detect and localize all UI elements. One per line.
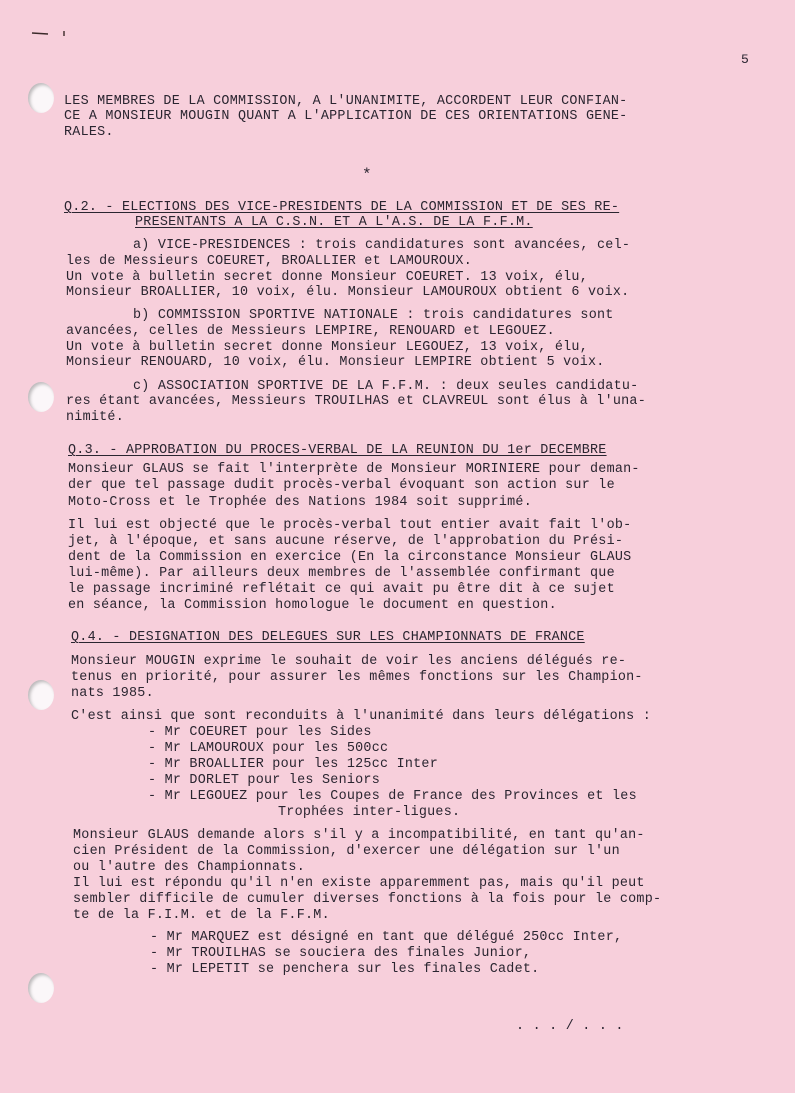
section-heading-q3: Q.3. - APPROBATION DU PROCES-VERBAL DE LA REUNION DU 1er DECEMBRE	[68, 443, 607, 458]
text-line: en séance, la Commission homologue le document en question.	[68, 598, 557, 613]
delegate-list-item-cont: Trophées inter-ligues.	[278, 805, 461, 820]
text-line: Monsieur GLAUS se fait l'interprète de Monsieur MORINIERE pour deman-	[68, 462, 640, 477]
delegate-list-item: - Mr LAMOUROUX pour les 500cc	[148, 741, 389, 756]
delegate-list-item: - Mr DORLET pour les Seniors	[148, 773, 380, 788]
delegate-list-item: - Mr TROUILHAS se souciera des finales Junior,	[150, 946, 532, 961]
text-line: tenus en priorité, pour assurer les mêmes fonctions sur les Champion-	[71, 670, 643, 685]
text-line: C'est ainsi que sont reconduits à l'unanimité dans leurs délégations :	[71, 709, 651, 724]
separator-star: *	[362, 166, 372, 184]
delegate-list-item: - Mr LEPETIT se penchera sur les finales Cadet.	[150, 962, 540, 977]
text-line: sembler difficile de cumuler diverses fonctions à la fois pour le comp-	[73, 892, 662, 907]
text-line: CE A MONSIEUR MOUGIN QUANT A L'APPLICATION DE CES ORIENTATIONS GENE-	[64, 109, 628, 124]
text-line: jet, à l'époque, et sans aucune réserve, de l'approbation du Prési-	[68, 534, 624, 549]
punch-hole	[28, 973, 54, 1003]
text-line: Monsieur MOUGIN exprime le souhait de voir les anciens délégués re-	[71, 654, 627, 669]
delegate-list-item: - Mr MARQUEZ est désigné en tant que délégué 250cc Inter,	[150, 930, 623, 945]
punch-hole	[28, 680, 54, 710]
text-line: les de Messieurs COEURET, BROALLIER et LAMOUROUX.	[66, 254, 472, 269]
delegate-list-item: - Mr COEURET pour les Sides	[148, 725, 372, 740]
text-line: b) COMMISSION SPORTIVE NATIONALE : trois candidatures sont	[133, 308, 614, 323]
text-line: Il lui est objecté que le procès-verbal tout entier avait fait l'ob-	[68, 518, 632, 533]
text-line: cien Président de la Commission, d'exercer une délégation sur l'un	[73, 844, 620, 859]
delegate-list-item: - Mr BROALLIER pour les 125cc Inter	[148, 757, 438, 772]
text-line: Il lui est répondu qu'il n'en existe apparemment pas, mais qu'il peut	[73, 876, 645, 891]
section-heading-q2	[64, 200, 619, 215]
text-line: Monsieur RENOUARD, 10 voix, élu. Monsieur LEMPIRE obtient 5 voix.	[66, 355, 605, 370]
continuation-mark: . . . / . . .	[516, 1019, 624, 1034]
punch-hole	[28, 83, 54, 113]
pen-mark	[30, 30, 70, 36]
text-line: nats 1985.	[71, 686, 154, 701]
text-line: avancées, celles de Messieurs LEMPIRE, RENOUARD et LEGOUEZ.	[66, 324, 555, 339]
heading-text: Q.2. - ELECTIONS DES VICE-PRESIDENTS DE LA COMMISSION ET DE SES RE-	[64, 200, 620, 215]
text-line: Monsieur GLAUS demande alors s'il y a incompatibilité, en tant qu'an-	[73, 828, 645, 843]
page-number: 5	[741, 52, 749, 67]
text-line: a) VICE-PRESIDENCES : trois candidatures sont avancées, cel-	[133, 238, 631, 253]
text-line: le passage incriminé reflétait ce qui avait pu être dit à ce sujet	[68, 582, 615, 597]
text-line: lui-même). Par ailleurs deux membres de l'assemblée confirmant que	[68, 566, 615, 581]
text-line: RALES.	[64, 125, 114, 140]
text-line: dent de la Commission en exercice (En la circonstance Monsieur GLAUS	[68, 550, 632, 565]
text-line: c) ASSOCIATION SPORTIVE DE LA F.F.M. : deux seules candidatu-	[133, 379, 639, 394]
text-line: Un vote à bulletin secret donne Monsieur COEURET. 13 voix, élu,	[66, 270, 588, 285]
section-heading-q2-cont: PRESENTANTS A LA C.S.N. ET A L'A.S. DE LA F.F.M.	[135, 215, 533, 230]
delegate-list-item: - Mr LEGOUEZ pour les Coupes de France des Provinces et les	[148, 789, 637, 804]
text-line: res étant avancées, Messieurs TROUILHAS et CLAVREUL sont élus à l'una-	[66, 394, 646, 409]
punch-hole	[28, 382, 54, 412]
section-heading-q4: Q.4. - DESIGNATION DES DELEGUES SUR LES CHAMPIONNATS DE FRANCE	[71, 630, 585, 645]
text-line: Moto-Cross et le Trophée des Nations 1984 soit supprimé.	[68, 495, 532, 510]
text-line: Monsieur BROALLIER, 10 voix, élu. Monsieur LAMOUROUX obtient 6 voix.	[66, 285, 630, 300]
text-line: nimité.	[66, 410, 124, 425]
text-line: ou l'autre des Championnats.	[73, 860, 305, 875]
text-line: der que tel passage dudit procès-verbal évoquant son action sur le	[68, 478, 615, 493]
text-line: te de la F.I.M. et de la F.F.M.	[73, 908, 330, 923]
text-line: Un vote à bulletin secret donne Monsieur LEGOUEZ, 13 voix, élu,	[66, 340, 588, 355]
text-line: LES MEMBRES DE LA COMMISSION, A L'UNANIMITE, ACCORDENT LEUR CONFIAN-	[64, 94, 628, 109]
